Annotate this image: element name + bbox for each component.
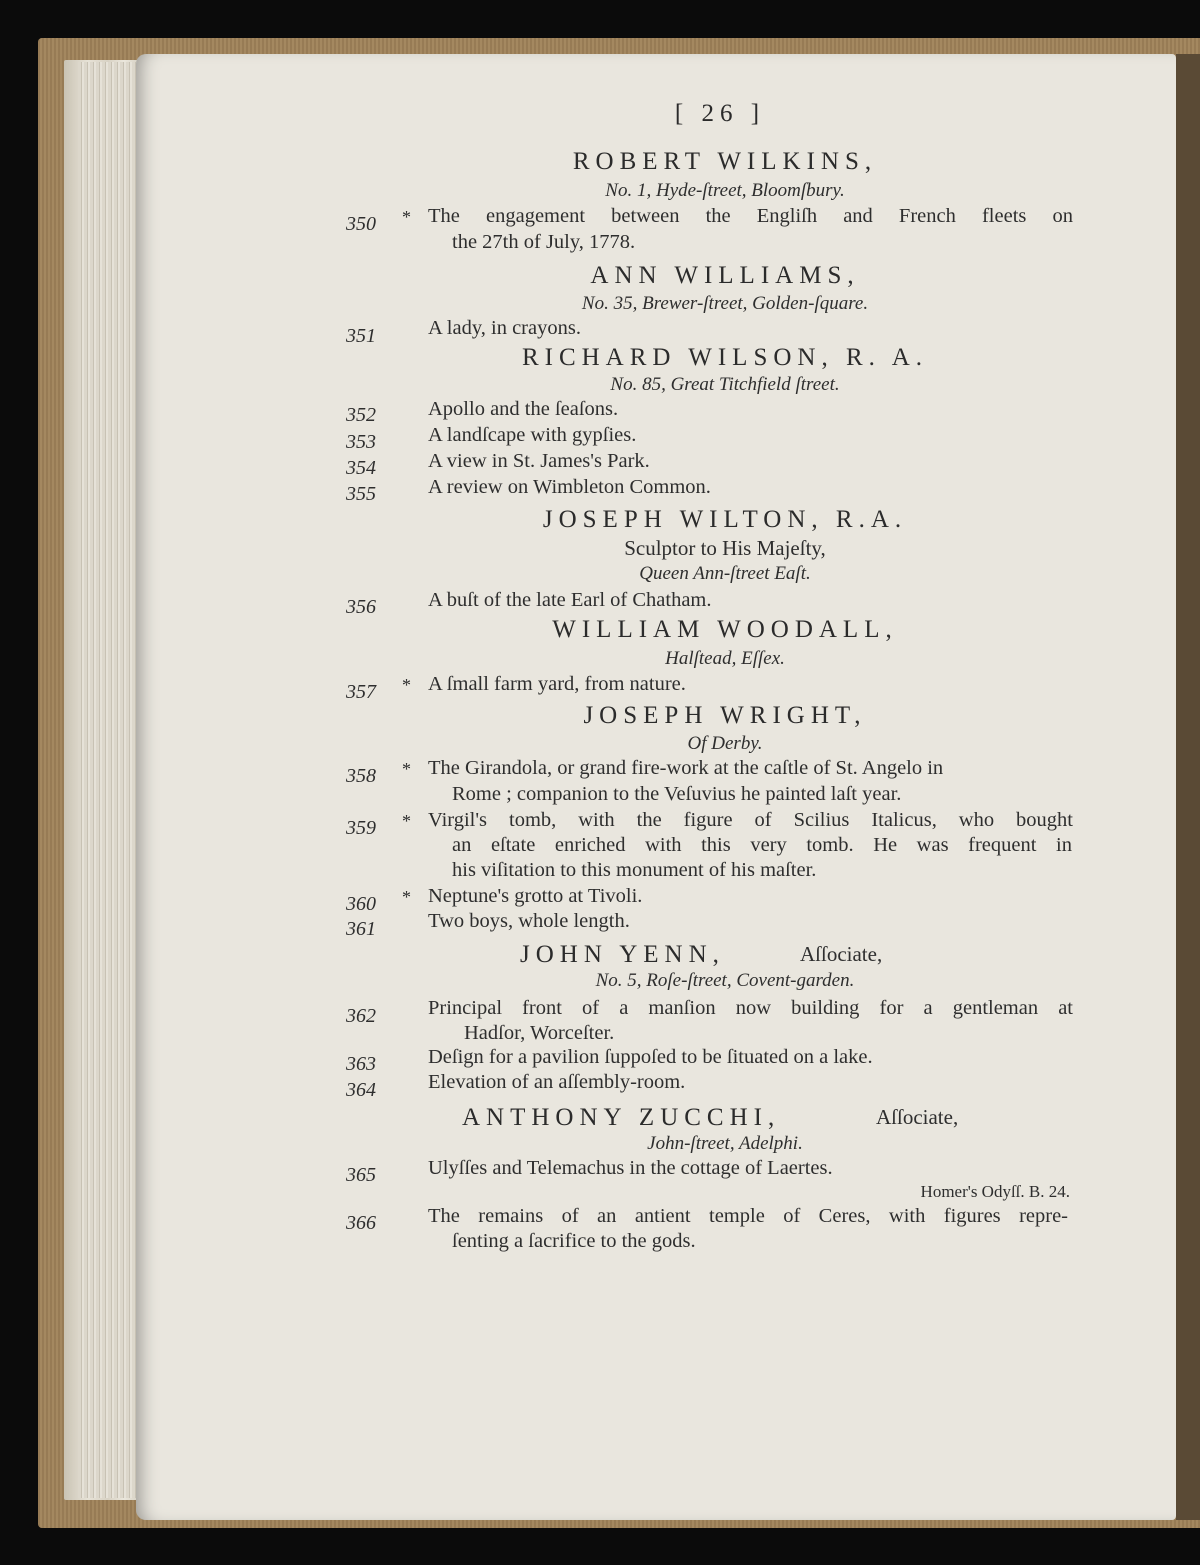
new-work-marker: * bbox=[402, 811, 411, 831]
catalogue-number: 355 bbox=[346, 483, 376, 505]
artist-address: No. 1, Hyde-ſtreet, Bloomſbury. bbox=[605, 180, 845, 201]
work-title-line: A ſmall farm yard, from nature. bbox=[428, 673, 686, 695]
work-title-line: A review on Wimbleton Common. bbox=[428, 476, 711, 498]
work-title-line: Two boys, whole length. bbox=[428, 910, 630, 932]
catalogue-number: 360 bbox=[346, 893, 376, 915]
work-title-line: A buſt of the late Earl of Chatham. bbox=[428, 589, 712, 611]
work-title-line: Virgil's tomb, with the figure of Scilius Italicus, who bought bbox=[428, 809, 1073, 831]
new-work-marker: * bbox=[402, 887, 411, 907]
artist-address: John-ſtreet, Adelphi. bbox=[647, 1133, 803, 1154]
work-title-line: Deſign for a pavilion ſuppoſed to be ſituated on a lake. bbox=[428, 1046, 873, 1068]
catalogue-number: 364 bbox=[346, 1079, 376, 1101]
catalogue-number: 357 bbox=[346, 681, 376, 703]
artist-heading: JOSEPH WILTON, R.A. bbox=[542, 506, 908, 533]
artist-address: No. 85, Great Titchfield ſtreet. bbox=[610, 374, 840, 395]
catalogue-number: 353 bbox=[346, 431, 376, 453]
catalogue-number: 350 bbox=[346, 213, 376, 235]
new-work-marker: * bbox=[402, 207, 411, 227]
artist-heading: JOHN YENN, bbox=[520, 941, 725, 968]
catalogue-number: 351 bbox=[346, 325, 376, 347]
artist-address: Queen Ann-ſtreet Eaſt. bbox=[639, 563, 811, 584]
catalogue-number: 366 bbox=[346, 1212, 376, 1234]
work-title-line: Elevation of an aſſembly-room. bbox=[428, 1071, 686, 1093]
work-title-line: A view in St. James's Park. bbox=[428, 450, 650, 472]
work-title-line: Neptune's grotto at Tivoli. bbox=[428, 885, 643, 907]
catalogue-number: 354 bbox=[346, 457, 376, 479]
work-title-line: ſenting a ſacrifice to the gods. bbox=[452, 1230, 696, 1252]
binding-edge bbox=[1176, 54, 1200, 1520]
catalogue-number: 356 bbox=[346, 596, 376, 618]
work-title-line: The remains of an antient temple of Ceres, with figures repre- bbox=[428, 1205, 1068, 1227]
artist-heading: ANTHONY ZUCCHI, bbox=[462, 1104, 781, 1131]
new-work-marker: * bbox=[402, 759, 411, 779]
artist-address: Of Derby. bbox=[687, 733, 763, 754]
artist-heading: ROBERT WILKINS, bbox=[572, 148, 878, 175]
catalogue-number: 352 bbox=[346, 404, 376, 426]
artist-heading: RICHARD WILSON, R. A. bbox=[521, 344, 929, 371]
artist-heading: JOSEPH WRIGHT, bbox=[583, 702, 867, 729]
work-title-line: an eſtate enriched with this very tomb. He was frequent in bbox=[452, 834, 1072, 856]
work-title-line: his viſitation to this monument of his maſter. bbox=[452, 859, 817, 881]
work-title-line: A lady, in crayons. bbox=[428, 317, 581, 339]
artist-role: Aſſociate, bbox=[800, 942, 883, 966]
artist-heading: WILLIAM WOODALL, bbox=[552, 616, 898, 643]
citation: Homer's Odyſſ. B. 24. bbox=[920, 1182, 1070, 1201]
work-title-line: Apollo and the ſeaſons. bbox=[428, 398, 619, 420]
work-title-line: Ulyſſes and Telemachus in the cottage of Laertes. bbox=[428, 1157, 833, 1179]
artist-role: Sculptor to His Majeſty, bbox=[624, 536, 826, 560]
catalogue-number: 363 bbox=[346, 1053, 376, 1075]
catalogue-number: 361 bbox=[346, 918, 376, 940]
artist-address: No. 35, Brewer-ſtreet, Golden-ſquare. bbox=[581, 293, 869, 314]
work-title-line: Principal front of a manſion now building for a gentleman at bbox=[428, 997, 1073, 1019]
work-title-line: The engagement between the Engliſh and French fleets on bbox=[428, 205, 1073, 227]
catalogue-number: 358 bbox=[346, 765, 376, 787]
catalogue-number: 365 bbox=[346, 1164, 376, 1186]
work-title-line: A landſcape with gypſies. bbox=[428, 424, 637, 446]
work-title-line: the 27th of July, 1778. bbox=[452, 231, 636, 253]
artist-role: Aſſociate, bbox=[876, 1105, 959, 1129]
new-work-marker: * bbox=[402, 675, 411, 695]
artist-heading: ANN WILLIAMS, bbox=[590, 262, 860, 289]
page-number: [ 26 ] bbox=[674, 100, 766, 127]
artist-address: Halſtead, Eſſex. bbox=[665, 648, 785, 669]
catalogue-number: 362 bbox=[346, 1005, 376, 1027]
work-title-line: The Girandola, or grand fire-work at the caſtle of St. Angelo in bbox=[428, 757, 944, 779]
catalogue-number: 359 bbox=[346, 817, 376, 839]
artist-address: No. 5, Roſe-ſtreet, Covent-garden. bbox=[595, 970, 855, 991]
work-title-line: Hadſor, Worceſter. bbox=[464, 1022, 615, 1044]
work-title-line: Rome ; companion to the Veſuvius he painted laſt year. bbox=[452, 783, 902, 805]
